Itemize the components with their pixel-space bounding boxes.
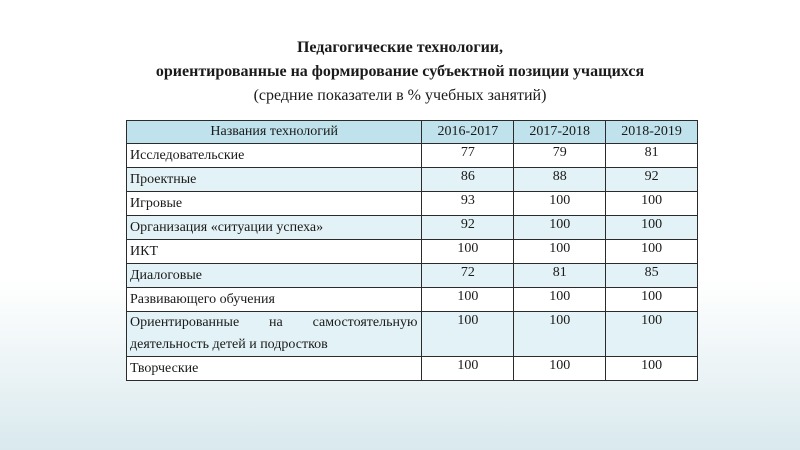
header-year-2017-2018: 2017-2018 (514, 121, 606, 144)
row-value: 93 (422, 192, 514, 216)
row-value: 100 (606, 240, 698, 264)
row-value: 92 (606, 168, 698, 192)
header-year-2018-2019: 2018-2019 (606, 121, 698, 144)
header-technology-name: Названия технологий (127, 121, 422, 144)
row-value: 100 (514, 216, 606, 240)
row-value: 100 (606, 312, 698, 357)
row-value: 100 (606, 216, 698, 240)
title-line-2: ориентированные на формирование субъектной позиции учащихся (155, 63, 645, 80)
row-value: 100 (514, 288, 606, 312)
table-header-row (127, 121, 698, 144)
row-value: 100 (514, 357, 606, 381)
row-value: 100 (422, 357, 514, 381)
row-name: Ориентированные на самостоятельную деятельность детей и подростков (127, 312, 422, 357)
row-value: 85 (606, 264, 698, 288)
table-row (127, 144, 698, 168)
table-row (127, 264, 698, 288)
row-value: 100 (422, 288, 514, 312)
row-value: 100 (606, 192, 698, 216)
row-value: 72 (422, 264, 514, 288)
row-name: Исследовательские (127, 144, 422, 168)
row-name: Проектные (127, 168, 422, 192)
row-name: ИКТ (127, 240, 422, 264)
row-name: Развивающего обучения (127, 288, 422, 312)
technologies-table-container (126, 120, 698, 381)
row-name: Организация «ситуации успеха» (127, 216, 422, 240)
table-row (127, 240, 698, 264)
row-value: 86 (422, 168, 514, 192)
row-value: 100 (606, 357, 698, 381)
table-row (127, 357, 698, 381)
table-row (127, 216, 698, 240)
row-value: 81 (514, 264, 606, 288)
table-row (127, 168, 698, 192)
row-name: Игровые (127, 192, 422, 216)
row-value: 100 (606, 288, 698, 312)
row-value: 100 (514, 240, 606, 264)
table-row (127, 288, 698, 312)
technologies-table (126, 120, 698, 381)
row-value: 88 (514, 168, 606, 192)
row-value: 81 (606, 144, 698, 168)
row-name: Творческие (127, 357, 422, 381)
table-row (127, 312, 698, 357)
title-subtitle: (средние показатели в % учебных занятий) (253, 87, 547, 104)
row-value: 92 (422, 216, 514, 240)
row-value: 79 (514, 144, 606, 168)
title-line-1: Педагогические технологии, (296, 39, 504, 56)
row-value: 100 (514, 192, 606, 216)
row-value: 100 (514, 312, 606, 357)
row-value: 100 (422, 240, 514, 264)
row-name: Диалоговые (127, 264, 422, 288)
slide-title (0, 36, 800, 108)
table-row (127, 192, 698, 216)
header-year-2016-2017: 2016-2017 (422, 121, 514, 144)
row-value: 77 (422, 144, 514, 168)
row-value: 100 (422, 312, 514, 357)
